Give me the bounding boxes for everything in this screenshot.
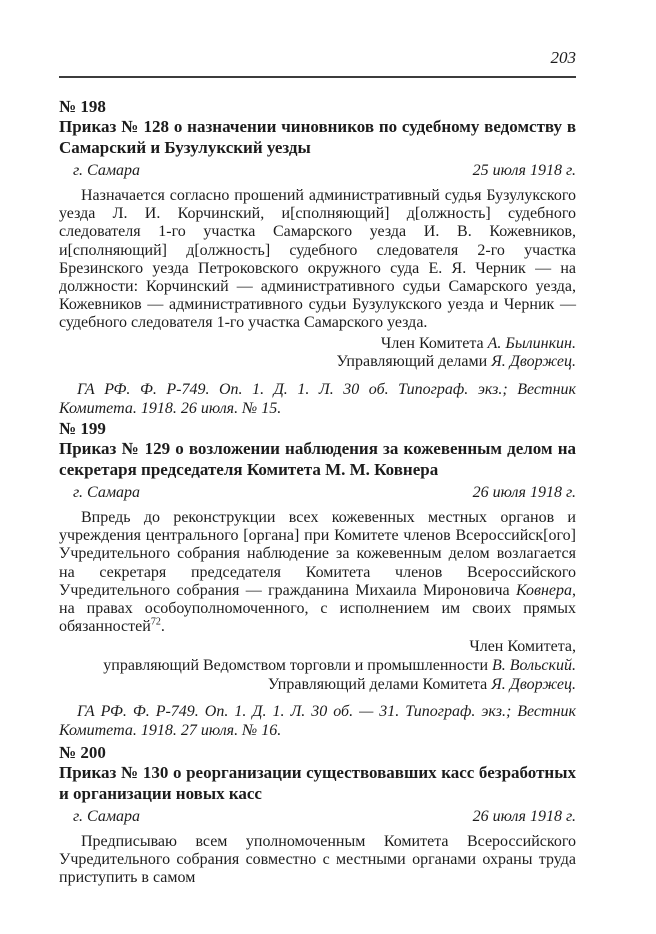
decree-place: г. Самара — [73, 808, 141, 825]
text-segment: управляющий Ведомством торговли и промышленности — [103, 657, 492, 675]
signature-line — [59, 638, 576, 657]
signature-block — [59, 335, 576, 372]
text-segment: Назначается согласно прошений административный судья Бузулукского уезда Л. И. Корчинский, и[сполняющий] д[олжность] судебного следователя 1-го участка Самарского уезда И. В. Кожевников, и[сполняющий] д[олжность] судебного следователя 2-го участка Брезинского уезда Петроковского окружного суда Е. Я. Черник — на должности: Корчинский — административного судьи Самарского уезда, Кожевников — административного судьи Бузулукского уезда и Черник — судебного следователя 1-го участка Самарского уезда. — [59, 187, 576, 332]
decree-section — [59, 419, 576, 740]
decree-place: г. Самара — [73, 162, 141, 179]
decree-dateline — [59, 484, 576, 502]
archive-reference: ГА РФ. Ф. Р-749. Оп. 1. Д. 1. Л. 30 об. — 31. Типограф. экз.; Вестник Комитета. 1918. 27 июля. № 16. — [59, 703, 576, 740]
decree-place: г. Самара — [73, 484, 141, 501]
page-number: 203 — [550, 48, 576, 67]
signature-line — [59, 657, 576, 676]
decree-section — [59, 97, 576, 418]
decree-number: № 200 — [59, 743, 106, 762]
archive-reference: ГА РФ. Ф. Р-749. Оп. 1. Д. 1. Л. 30 об. Типограф. экз.; Вестник Комитета. 1918. 26 июля. № 15. — [59, 380, 576, 417]
decree-date: 26 июля 1918 г. — [472, 484, 576, 501]
decree-date: 26 июля 1918 г. — [472, 808, 576, 825]
decree-section — [59, 743, 576, 888]
footnote-marker: 72 — [150, 616, 161, 628]
decree-body — [59, 509, 576, 636]
text-segment: Управляющий делами — [336, 353, 492, 371]
signature-block — [59, 638, 576, 694]
decree-dateline — [59, 808, 576, 826]
text-segment: Я. Дворжец. — [491, 353, 576, 371]
decree-body — [59, 833, 576, 888]
text-segment: Впредь до реконструкции всех кожевенных местных органов и учреждения центрального [органа] при Комитете членов Всероссийск[ого] Учредительного собрания наблюдение за кожевенным делом возлагается на секретаря председателя Комитета членов Всероссийского Учредительного собрания — гражданина Михаила Мироновича — [59, 509, 576, 599]
decree-number: № 199 — [59, 419, 106, 438]
header-rule — [59, 76, 576, 78]
text-segment: А. Былинкин. — [487, 334, 576, 352]
decree-date: 25 июля 1918 г. — [472, 162, 576, 179]
text-segment: Член Комитета, — [469, 638, 576, 656]
text-segment: . — [160, 618, 165, 636]
text-segment: Ковнера — [516, 581, 572, 599]
decree-dateline — [59, 162, 576, 180]
signature-line — [59, 353, 576, 372]
decree-title: Приказ № 128 о назначении чиновников по судебному ведомству в Самарский и Бузулукский уезды — [59, 117, 576, 157]
decree-title: Приказ № 130 о реорганизации существовавших касс безработных и организации новых касс — [59, 763, 576, 803]
text-segment: Член Комитета — [380, 334, 488, 352]
decree-title: Приказ № 129 о возложении наблюдения за кожевенным делом на секретаря председателя Комитета М. М. Ковнера — [59, 439, 576, 479]
text-segment: Предписываю всем уполномоченным Комитета Всероссийского Учредительного собрания совместно с местными органами охраны труда приступить в самом — [59, 833, 576, 887]
signature-line — [59, 335, 576, 354]
text-segment: , на правах особоуполномоченного, с исполнением им своих прямых обязанностей — [59, 581, 576, 636]
decree-body — [59, 187, 576, 333]
text-segment: В. Вольский. — [492, 657, 576, 675]
text-segment: Управляющий делами Комитета — [267, 675, 492, 693]
text-segment: Я. Дворжец. — [491, 675, 576, 693]
decree-number: № 198 — [59, 97, 106, 116]
signature-line — [59, 676, 576, 695]
